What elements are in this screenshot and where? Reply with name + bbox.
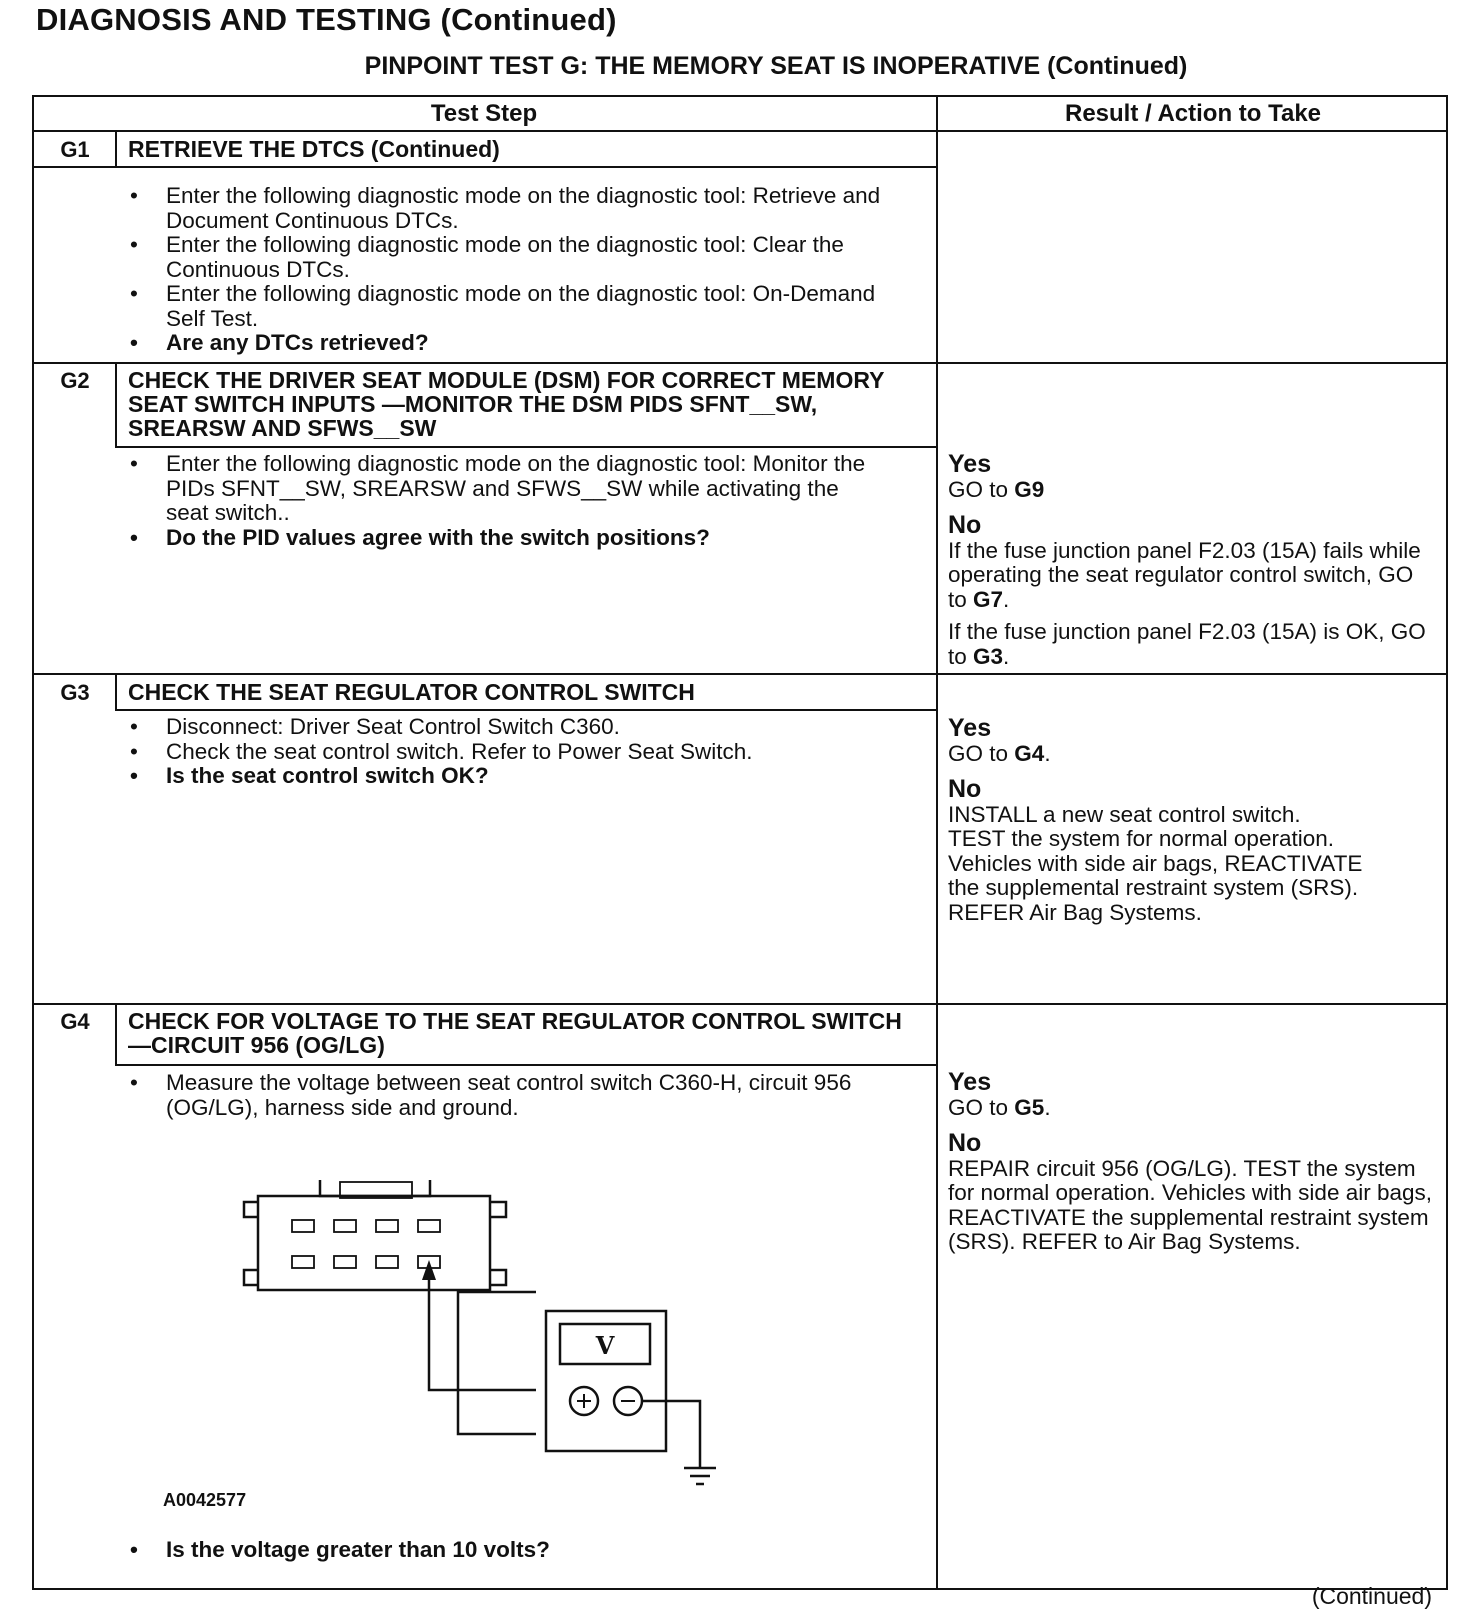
g3-title-rule <box>115 709 936 711</box>
step-id-g1: G1 <box>60 137 90 162</box>
row-rule-g1 <box>32 362 1448 364</box>
step-g1-bullet: • Enter the following diagnostic mode on the diagnostic tool: On-Demand Self Test. <box>128 282 908 331</box>
step-title-g4: CHECK FOR VOLTAGE TO THE SEAT REGULATOR CONTROL SWITCH —CIRCUIT 956 (OG/LG) <box>128 1008 902 1058</box>
voltage-test-diagram <box>236 1180 536 1480</box>
column-divider <box>936 95 938 1590</box>
step-title-g2: CHECK THE DRIVER SEAT MODULE (DSM) FOR CORRECT MEMORY SEAT SWITCH INPUTS —MONITOR THE DSM PIDS SFNT__SW, SREARSW AND SFWS__SW <box>128 367 885 441</box>
page-title: DIAGNOSIS AND TESTING (Continued) <box>36 2 617 37</box>
col-header-test-step: Test Step <box>430 100 538 127</box>
row-rule-g2 <box>32 673 1448 675</box>
g1-title-rule <box>32 166 936 168</box>
step-g2-bullet: • Enter the following diagnostic mode on the diagnostic tool: Monitor the PIDs SFNT__SW, SREARSW and SFWS__SW while activating the seat switch.. <box>128 452 866 526</box>
voltmeter-label: V <box>595 1331 615 1360</box>
continued-note: (Continued) <box>1311 1583 1432 1609</box>
step-g1-bullets <box>128 184 908 356</box>
ground-lead <box>642 1401 700 1468</box>
result-g2-yes-action: GO to G9 <box>948 477 1045 502</box>
result-g2-no-action-2: If the fuse junction panel F2.03 (15A) is OK, GO to G3. <box>948 619 1426 669</box>
step-id-g3: G3 <box>60 680 90 705</box>
voltmeter-icon <box>458 1292 536 1434</box>
step-g1-bullet: • Enter the following diagnostic mode on the diagnostic tool: Retrieve and Document Continuous DTCs. <box>128 184 908 233</box>
figure-code: A0042577 <box>163 1490 247 1510</box>
probe-tip-icon <box>422 1260 436 1280</box>
g4-title-rule <box>115 1064 936 1066</box>
step-g3-bullet: • Disconnect: Driver Seat Control Switch C360. <box>128 715 908 740</box>
result-g3-no-line: the supplemental restraint system (SRS). <box>948 875 1359 900</box>
probe-lead <box>429 1280 536 1390</box>
result-g3-no-line: TEST the system for normal operation. <box>948 826 1334 851</box>
step-g1-question: • Are any DTCs retrieved? <box>128 331 908 356</box>
step-id-g2: G2 <box>60 368 90 393</box>
result-g2-yes-label: Yes <box>948 450 992 478</box>
result-g3-no-line: INSTALL a new seat control switch. <box>948 801 1301 827</box>
result-g3-no-line: Vehicles with side air bags, REACTIVATE <box>948 850 1363 876</box>
step-title-g1: RETRIEVE THE DTCS (Continued) <box>128 136 500 162</box>
step-g3-question: • Is the seat control switch OK? <box>128 764 908 789</box>
step-g3-bullets <box>128 715 908 789</box>
step-g2-question: • Do the PID values agree with the switch positions? <box>128 526 908 551</box>
step-title-g3: CHECK THE SEAT REGULATOR CONTROL SWITCH <box>128 679 695 705</box>
col-header-result: Result / Action to Take <box>1064 100 1322 127</box>
step-g4-bullet: • Measure the voltage between seat control switch C360-H, circuit 956 (OG/LG), harness side and ground. <box>128 1071 926 1120</box>
result-g2 <box>948 450 1438 669</box>
result-g4-no-label: No <box>948 1128 982 1157</box>
step-g1-bullet: • Enter the following diagnostic mode on the diagnostic tool: Clear the Continuous DTCs. <box>128 233 908 282</box>
result-g3-yes-action: GO to G4. <box>948 741 1051 766</box>
step-id-g4: G4 <box>60 1009 90 1034</box>
step-g4-question-list <box>128 1538 908 1563</box>
step-g4-question: • Is the voltage greater than 10 volts? <box>128 1538 908 1563</box>
step-g2-bullets <box>128 452 908 550</box>
pinpoint-test-title: PINPOINT TEST G: THE MEMORY SEAT IS INOPERATIVE (Continued) <box>364 52 1188 80</box>
connector-c360-icon <box>244 1180 506 1290</box>
step-g3-bullet: • Check the seat control switch. Refer to Power Seat Switch. <box>128 740 908 765</box>
result-g3 <box>948 714 1438 925</box>
result-g3-no-line: REFER Air Bag Systems. <box>948 899 1202 925</box>
row-rule-g3 <box>32 1003 1448 1005</box>
result-g3-yes-label: Yes <box>948 714 992 742</box>
ground-icon <box>684 1468 716 1484</box>
result-g2-no-action-1: If the fuse junction panel F2.03 (15A) fails while operating the seat regulator control switch, GO to G7. <box>948 537 1421 612</box>
result-g2-no-label: No <box>948 510 982 539</box>
result-g3-no-label: No <box>948 774 982 803</box>
result-g4 <box>948 1068 1438 1255</box>
g2-title-rule <box>115 446 936 448</box>
result-g4-yes-label: Yes <box>948 1068 992 1096</box>
result-g4-yes-action: GO to G5. <box>948 1095 1051 1120</box>
result-g4-no-action: REPAIR circuit 956 (OG/LG). TEST the system for normal operation. Vehicles with side air bags, REACTIVATE the supplemental restraint system (SRS). REFER to Air Bag Systems. <box>948 1155 1433 1254</box>
step-g4-bullets <box>128 1071 908 1120</box>
